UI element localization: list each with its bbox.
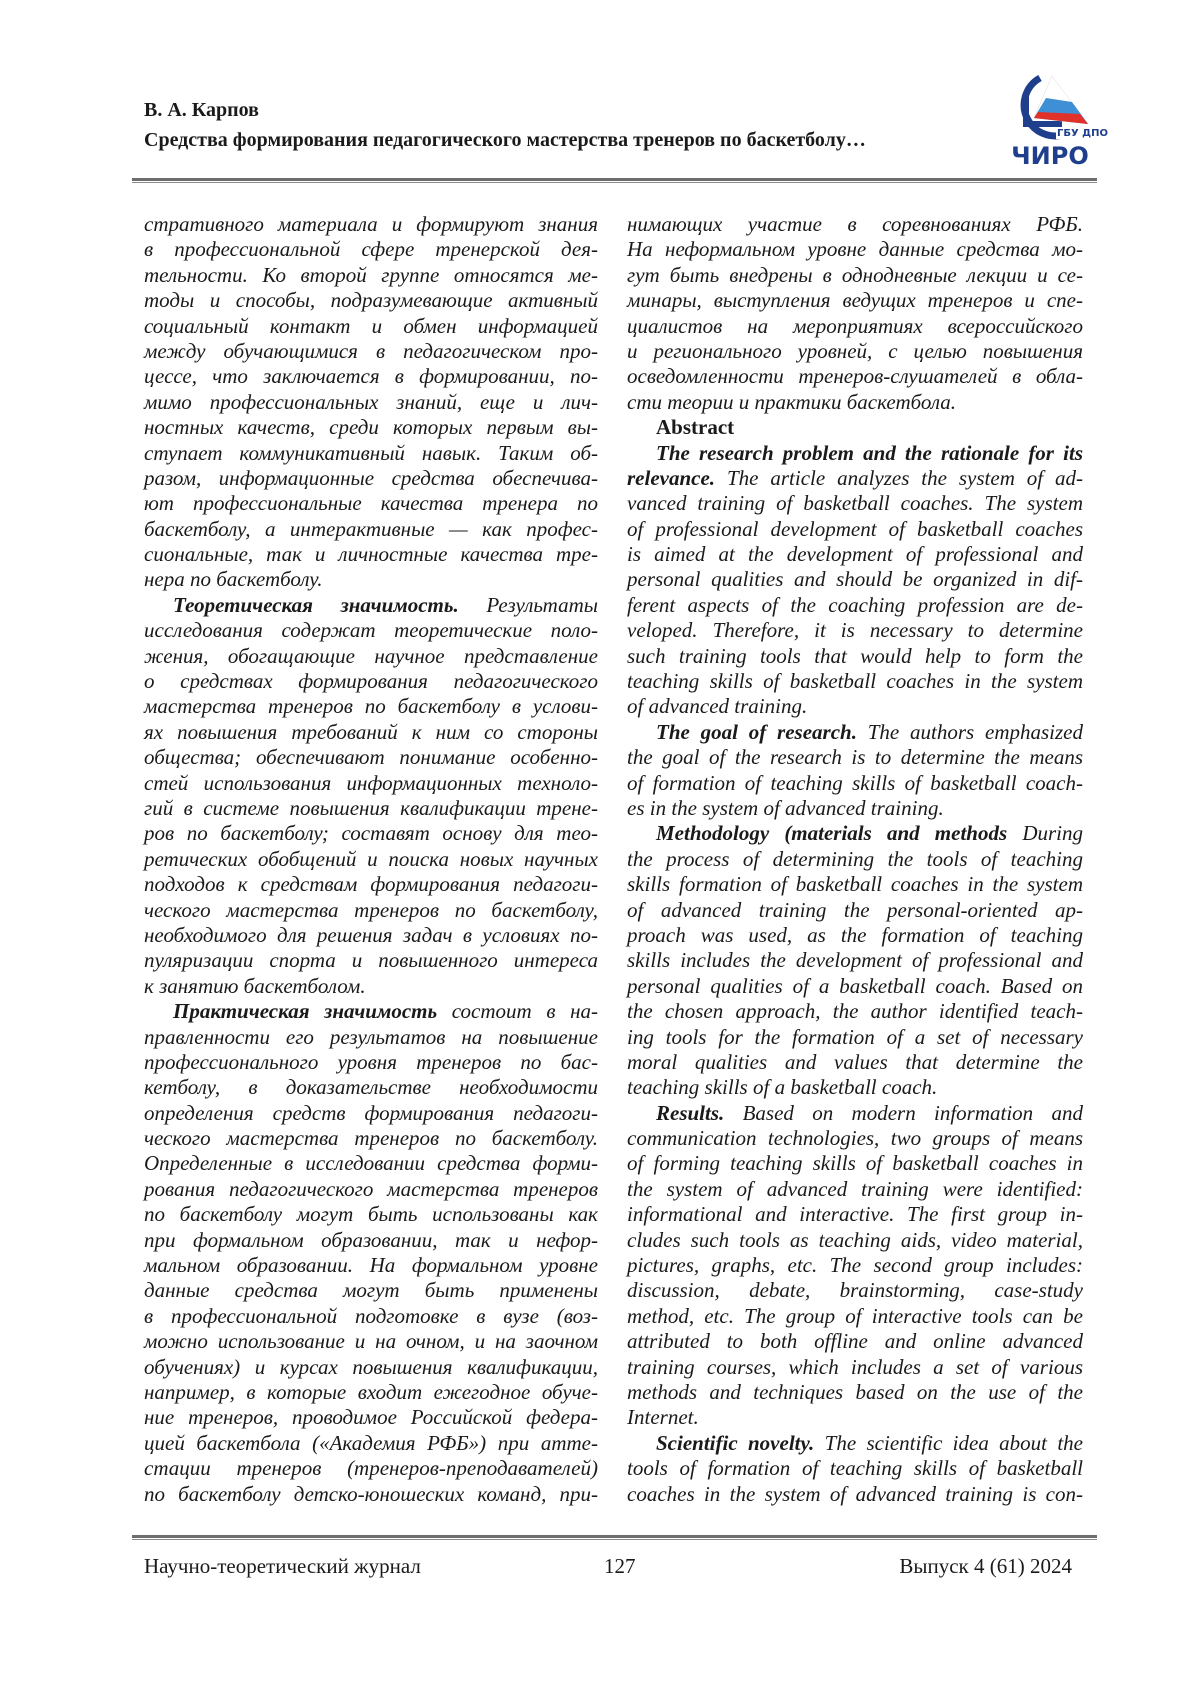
text-line: es in the system of advanced training. xyxy=(627,796,1083,821)
text-line: the goal of the research is to determine the means xyxy=(627,745,1083,770)
line-text: Результаты xyxy=(459,593,598,617)
paragraph xyxy=(627,212,1083,415)
text-line: рования педагогического мастерства тренеров xyxy=(144,1177,598,1202)
text-line xyxy=(144,999,598,1024)
text-line: Определенные в исследовании средства форми- xyxy=(144,1151,598,1176)
text-line: ют профессиональные качества тренера по xyxy=(144,491,598,516)
text-line: стративного материала и формируют знания xyxy=(144,212,598,237)
text-line xyxy=(627,1101,1083,1126)
paragraph xyxy=(627,1431,1083,1507)
paragraph xyxy=(144,212,598,593)
text-line xyxy=(627,441,1083,466)
footer-issue: Выпуск 4 (61) 2024 xyxy=(899,1554,1072,1579)
text-line: цией баскетбола («Академия РФБ») при атте- xyxy=(144,1431,598,1456)
running-header-title: Средства формирования педагогического мастерства тренеров по баскетболу… xyxy=(144,129,866,152)
paragraph-lead: The goal of research. xyxy=(656,720,857,744)
text-line: гий в системе повышения квалификации трене- xyxy=(144,796,598,821)
text-line: the process of determining the tools of teaching xyxy=(627,847,1083,872)
right-column xyxy=(627,212,1083,1507)
text-line: мимо профессиональных знаний, еще и лич- xyxy=(144,390,598,415)
text-line: of forming teaching skills of basketball coaches in xyxy=(627,1151,1083,1176)
text-line: ях повышения требований к ним со стороны xyxy=(144,720,598,745)
text-line: например, в которые входит ежегодное обуче- xyxy=(144,1380,598,1405)
line-text: состоит в на- xyxy=(437,999,598,1023)
paragraph-lead: Практическая значимость xyxy=(173,999,437,1023)
text-line: нимающих участие в соревнованиях РФБ. xyxy=(627,212,1083,237)
text-line: veloped. Therefore, it is necessary to determine xyxy=(627,618,1083,643)
text-line: teaching skills of a basketball coach. xyxy=(627,1075,1083,1100)
paragraph-lead: The research problem and the rationale for its xyxy=(656,441,1083,465)
text-line: personal qualities and should be organized in dif- xyxy=(627,567,1083,592)
text-line: ступает коммуникативный навык. Таким об- xyxy=(144,441,598,466)
text-line: cludes such tools as teaching aids, video material, xyxy=(627,1228,1083,1253)
text-line: ing tools for the formation of a set of necessary xyxy=(627,1025,1083,1050)
line-text: The article analyzes the system of ad- xyxy=(715,466,1083,490)
paragraph xyxy=(627,720,1083,822)
line-text: The scientific idea about the xyxy=(814,1431,1083,1455)
text-line xyxy=(144,593,598,618)
text-line: при формальном образовании, так и нефор- xyxy=(144,1228,598,1253)
text-line: мальном образовании. На формальном уровне xyxy=(144,1253,598,1278)
text-line: необходимого для решения задач в условиях по- xyxy=(144,923,598,948)
text-line: ние тренеров, проводимое Российской федера- xyxy=(144,1405,598,1430)
text-line: На неформальном уровне данные средства мо- xyxy=(627,237,1083,262)
footer-rule xyxy=(132,1535,1097,1541)
text-line: teaching skills of basketball coaches in the system xyxy=(627,669,1083,694)
text-line: в профессиональной сфере тренерской дея- xyxy=(144,237,598,262)
text-line: ческого мастерства тренеров по баскетболу. xyxy=(144,1126,598,1151)
text-line: жения, обогащающие научное представление xyxy=(144,644,598,669)
text-line: communication technologies, two groups of means xyxy=(627,1126,1083,1151)
text-line: pictures, graphs, etc. The second group includes: xyxy=(627,1253,1083,1278)
paragraph-lead: relevance. xyxy=(627,466,715,490)
text-line: пуляризации спорта и повышенного интереса xyxy=(144,948,598,973)
text-line: method, etc. The group of interactive tools can be xyxy=(627,1304,1083,1329)
text-line xyxy=(627,720,1083,745)
logo-text: ЧИРО xyxy=(1011,142,1088,168)
text-line: определения средств формирования педагоги- xyxy=(144,1101,598,1126)
text-line: is aimed at the development of professional and xyxy=(627,542,1083,567)
text-line: гут быть внедрены в однодневные лекции и се- xyxy=(627,263,1083,288)
text-line: обучениях) и курсах повышения квалификации, xyxy=(144,1355,598,1380)
text-line: минары, выступления ведущих тренеров и спе- xyxy=(627,288,1083,313)
text-line: подходов к средствам формирования педагоги- xyxy=(144,872,598,897)
text-line: ретических обобщений и поиска новых научных xyxy=(144,847,598,872)
text-line: общества; обеспечивают понимание особенно- xyxy=(144,745,598,770)
left-column xyxy=(144,212,598,1507)
text-line: данные средства могут быть применены xyxy=(144,1278,598,1303)
text-line: стей использования информационных техноло- xyxy=(144,771,598,796)
text-line: skills includes the development of professional and xyxy=(627,948,1083,973)
text-line: the system of advanced training were identified: xyxy=(627,1177,1083,1202)
text-line xyxy=(627,415,1083,440)
text-line: ров по баскетболу; составят основу для тео- xyxy=(144,821,598,846)
line-text: The authors emphasized xyxy=(857,720,1083,744)
text-line: о средствах формирования педагогического xyxy=(144,669,598,694)
text-line: ferent aspects of the coaching profession are de- xyxy=(627,593,1083,618)
text-line: социальный контакт и обмен информацией xyxy=(144,314,598,339)
text-line: informational and interactive. The first group in- xyxy=(627,1202,1083,1227)
text-line: tools of formation of teaching skills of basketball xyxy=(627,1456,1083,1481)
text-line: ческого мастерства тренеров по баскетболу, xyxy=(144,898,598,923)
paragraph-lead: Scientific novelty. xyxy=(656,1431,814,1455)
text-line: the chosen approach, the author identified teach- xyxy=(627,999,1083,1024)
text-line: such training tools that would help to form the xyxy=(627,644,1083,669)
text-line: vanced training of basketball coaches. The system xyxy=(627,491,1083,516)
logo-subtext: ГБУ ДПО xyxy=(1056,128,1109,139)
text-line: Internet. xyxy=(627,1405,1083,1430)
text-line: и регионального уровней, с целью повышения xyxy=(627,339,1083,364)
text-line: по баскетболу детско-юношеских команд, при- xyxy=(144,1482,598,1507)
text-line xyxy=(627,821,1083,846)
text-line: разом, информационные средства обеспечива- xyxy=(144,466,598,491)
line-text: Based on modern information and xyxy=(724,1101,1083,1125)
paragraph xyxy=(627,441,1083,720)
paragraph-lead: Results. xyxy=(656,1101,724,1125)
text-line: исследования содержат теоретические поло- xyxy=(144,618,598,643)
running-header-author: В. А. Карпов xyxy=(144,99,259,122)
text-line: methods and techniques based on the use of the xyxy=(627,1380,1083,1405)
text-line: сти теории и практики баскетбола. xyxy=(627,390,1083,415)
text-line: skills formation of basketball coaches in the system xyxy=(627,872,1083,897)
text-line: discussion, debate, brainstorming, case-study xyxy=(627,1278,1083,1303)
paragraph xyxy=(144,593,598,999)
text-line: тоды и способы, подразумевающие активный xyxy=(144,288,598,313)
text-line: of advanced training. xyxy=(627,694,1083,719)
paragraph-lead: Теоретическая значимость. xyxy=(173,593,459,617)
text-line: осведомленности тренеров-слушателей в обла- xyxy=(627,364,1083,389)
text-line: of professional development of basketball coaches xyxy=(627,517,1083,542)
paragraph-lead: Methodology (materials and methods xyxy=(656,821,1007,845)
text-line xyxy=(627,1431,1083,1456)
text-line: moral qualities and values that determine the xyxy=(627,1050,1083,1075)
text-line: training courses, which includes a set of various xyxy=(627,1355,1083,1380)
text-line: правленности его результатов на повышение xyxy=(144,1025,598,1050)
text-line: можно использование и на очном, и на заочном xyxy=(144,1329,598,1354)
text-line: баскетболу, а интерактивные — как профес- xyxy=(144,517,598,542)
footer-page-number: 127 xyxy=(604,1554,636,1579)
text-line xyxy=(627,466,1083,491)
text-line: кетболу, в доказательстве необходимости xyxy=(144,1075,598,1100)
chiro-logo-icon xyxy=(1000,68,1100,168)
text-line: personal qualities of a basketball coach. Based on xyxy=(627,974,1083,999)
text-line: тельности. Ко второй группе относятся ме- xyxy=(144,263,598,288)
text-line: цессе, что заключается в формировании, по- xyxy=(144,364,598,389)
text-line: of formation of teaching skills of basketball coach- xyxy=(627,771,1083,796)
text-line: proach was used, as the formation of teaching xyxy=(627,923,1083,948)
text-line: по баскетболу могут быть использованы как xyxy=(144,1202,598,1227)
text-line: циалистов на мероприятиях всероссийского xyxy=(627,314,1083,339)
text-line: стации тренеров (тренеров-преподавателей) xyxy=(144,1456,598,1481)
text-line: к занятию баскетболом. xyxy=(144,974,598,999)
text-line: attributed to both offline and online advanced xyxy=(627,1329,1083,1354)
section-heading xyxy=(627,415,1083,440)
footer-journal-name: Научно-теоретический журнал xyxy=(144,1554,421,1579)
text-line: в профессиональной подготовке в вузе (воз- xyxy=(144,1304,598,1329)
text-line: coaches in the system of advanced training is con- xyxy=(627,1482,1083,1507)
text-line: между обучающимися в педагогическом про- xyxy=(144,339,598,364)
text-line: of advanced training the personal-oriented ap- xyxy=(627,898,1083,923)
text-line: нера по баскетболу. xyxy=(144,567,598,592)
text-line: мастерства тренеров по баскетболу в услови- xyxy=(144,694,598,719)
heading-text: Abstract xyxy=(656,415,734,439)
header-rule xyxy=(132,178,1097,184)
text-line: ностных качеств, среди которых первым вы- xyxy=(144,415,598,440)
line-text: During xyxy=(1007,821,1083,845)
text-line: профессионального уровня тренеров по бас- xyxy=(144,1050,598,1075)
paragraph xyxy=(627,1101,1083,1431)
paragraph xyxy=(144,999,598,1507)
paragraph xyxy=(627,821,1083,1100)
chiro-logo xyxy=(1000,68,1100,168)
text-line: сиональные, так и личностные качества тре- xyxy=(144,542,598,567)
